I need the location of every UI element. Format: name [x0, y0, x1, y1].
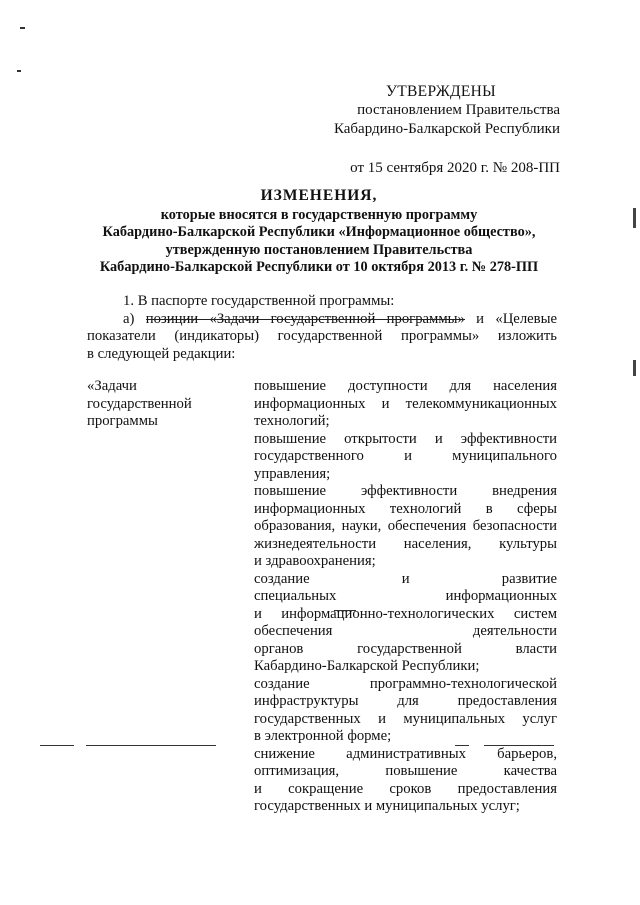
task-item: [254, 483, 557, 571]
task-line: информационных технологий в сферы: [254, 500, 557, 517]
scan-underline: [484, 745, 554, 746]
task-item: [254, 676, 557, 746]
title-line: Кабардино-Балкарской Республики «Информационное общество»,: [102, 224, 536, 241]
approval-line: Кабардино-Балкарской Республики: [333, 121, 560, 137]
title-line: утвержденную постановлением Правительства: [165, 241, 473, 258]
task-line: государственного и муниципального: [254, 448, 557, 464]
task-line: управления;: [254, 465, 331, 482]
scan-edge-mark: [633, 360, 636, 376]
task-line: органов государственной власти: [254, 640, 557, 657]
task-line: оптимизация, повышение качества: [254, 763, 557, 779]
scan-underline: [40, 745, 74, 746]
label-line: государственной: [87, 395, 192, 412]
subpoint-prefix: а): [123, 310, 146, 327]
scan-speck: [17, 70, 21, 72]
task-line: обеспечения деятельности: [254, 623, 557, 639]
task-line: создание и развитие: [254, 570, 557, 587]
task-line: повышение открытости и эффективности: [254, 430, 557, 447]
scan-speck: [20, 27, 25, 29]
scan-underline: [86, 745, 216, 746]
scan-edge-mark: [633, 208, 636, 228]
task-line: инфраструктуры для предоставления: [254, 693, 557, 709]
intro-subpoint: [87, 311, 557, 329]
intro-point: 1. В паспорте государственной программы:: [123, 293, 395, 309]
approval-block: [300, 82, 560, 178]
title-line: которые вносятся в государственную программу: [160, 206, 478, 223]
row-label: [87, 378, 237, 431]
scan-underline: [334, 610, 356, 611]
task-line: специальных информационных: [254, 588, 557, 604]
task-line: государственных и муниципальных услуг;: [254, 798, 520, 814]
task-line: государственных и муниципальных услуг: [254, 710, 557, 727]
document-title: [80, 187, 558, 277]
approval-date: от 15 сентября 2020 г. № 208-ПП: [350, 160, 560, 176]
intro-line: показатели (индикаторы) государственной программы» изложить: [87, 328, 557, 345]
task-line: Кабардино-Балкарской Республики;: [254, 658, 480, 674]
struck-text: позиции «Задачи государственной программы»: [145, 310, 465, 327]
scan-underline: [455, 745, 469, 746]
task-item: [254, 746, 557, 816]
task-item: [254, 431, 557, 484]
task-line: образования, науки, обеспечения безопасности: [254, 518, 557, 534]
task-item: [254, 378, 557, 431]
title-line: Кабардино-Балкарской Республики от 10 октября 2013 г. № 278-ПП: [99, 259, 539, 276]
task-line: жизнедеятельности населения, культуры: [254, 535, 557, 552]
task-line: и здравоохранения;: [254, 553, 376, 569]
intro-paragraph: [87, 293, 557, 363]
intro-line: в следующей редакции:: [87, 345, 236, 362]
label-line: программы: [87, 413, 158, 429]
tasks-list: [254, 378, 557, 816]
task-line: и сокращение сроков предоставления: [254, 780, 557, 797]
subpoint-rest: и «Целевые: [464, 310, 557, 327]
task-line: создание программно-технологической: [254, 675, 557, 692]
task-line: и информационно-технологических систем: [254, 605, 557, 622]
task-line: в электронной форме;: [254, 728, 392, 744]
approval-line: постановлением Правительства: [357, 102, 560, 118]
approval-heading: УТВЕРЖДЕНЫ: [386, 83, 496, 100]
task-line: повышение эффективности внедрения: [254, 483, 557, 499]
task-line: снижение административных барьеров,: [254, 745, 557, 762]
task-line: технологий;: [254, 413, 330, 429]
task-line: информационных и телекоммуникационных: [254, 395, 557, 412]
task-line: повышение доступности для населения: [254, 378, 557, 394]
task-item: [254, 571, 557, 676]
label-line: «Задачи: [87, 378, 137, 394]
title-main: ИЗМЕНЕНИЯ,: [260, 187, 378, 204]
